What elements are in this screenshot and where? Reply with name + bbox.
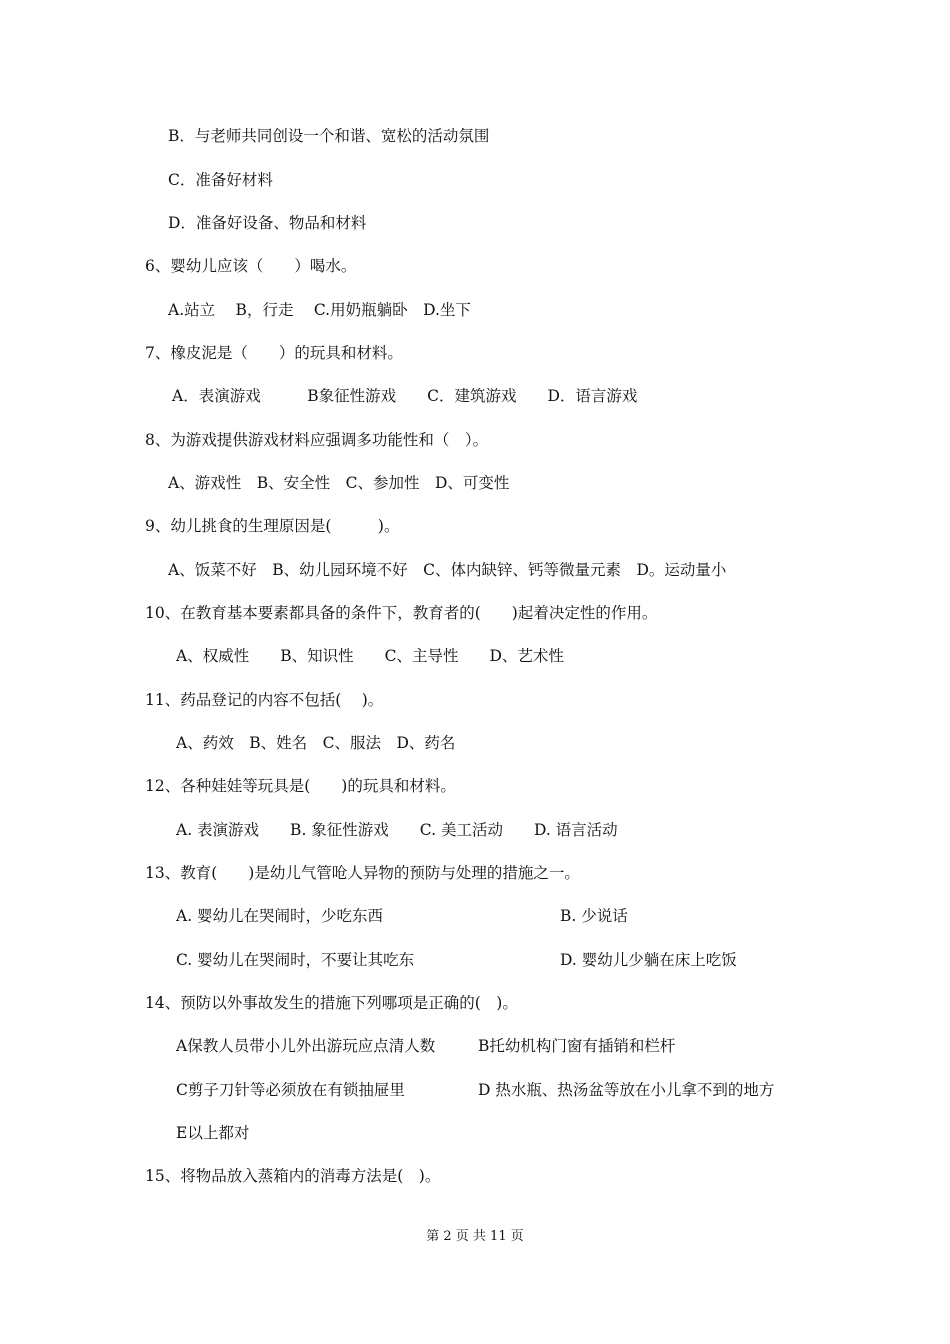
question-14: 14、预防以外事故发生的措施下列哪项是正确的( )。 <box>145 994 518 1012</box>
question-9: 9、幼儿挑食的生理原因是( )。 <box>145 517 400 535</box>
options-8: A、游戏性 B、安全性 C、参加性 D、可变性 <box>168 474 510 492</box>
option-13a: A. 婴幼儿在哭闹时，少吃东西 <box>176 907 384 925</box>
option-13d: D. 婴幼儿少躺在床上吃饭 <box>560 951 737 969</box>
question-7: 7、橡皮泥是（ ）的玩具和材料。 <box>145 344 403 362</box>
page-footer: 第 2 页 共 11 页 <box>426 1229 524 1244</box>
question-13: 13、教育( )是幼儿气管呛人异物的预防与处理的措施之一。 <box>145 864 580 882</box>
option-14c: C剪子刀针等必须放在有锁抽屉里 <box>176 1081 405 1099</box>
question-11: 11、药品登记的内容不包括( )。 <box>145 691 384 709</box>
question-15: 15、将物品放入蒸箱内的消毒方法是( )。 <box>145 1167 441 1185</box>
options-6: A.站立 B，行走 C.用奶瓶躺卧 D.坐下 <box>168 301 471 319</box>
options-12: A. 表演游戏 B. 象征性游戏 C. 美工活动 D. 语言活动 <box>176 821 618 839</box>
option-13c: C. 婴幼儿在哭闹时，不要让其吃东 <box>176 951 415 969</box>
options-9: A、饭菜不好 B、幼儿园环境不好 C、体内缺锌、钙等微量元素 D。运动量小 <box>168 561 727 579</box>
option-13b: B. 少说话 <box>560 907 628 925</box>
option-14a: A保教人员带小儿外出游玩应点清人数 <box>176 1037 436 1055</box>
option-5d: D．准备好设备、物品和材料 <box>168 214 367 232</box>
question-6: 6、婴幼儿应该（ ）喝水。 <box>145 257 357 275</box>
option-5b: B．与老师共同创设一个和谐、宽松的活动氛围 <box>168 127 490 145</box>
question-12: 12、各种娃娃等玩具是( )的玩具和材料。 <box>145 777 456 795</box>
option-14e: E以上都对 <box>176 1124 250 1142</box>
question-10: 10、在教育基本要素都具备的条件下，教育者的( )起着决定性的作用。 <box>145 604 658 622</box>
option-14d: D 热水瓶、热汤盆等放在小儿拿不到的地方 <box>478 1081 775 1099</box>
options-10: A、权威性 B、知识性 C、主导性 D、艺术性 <box>176 647 564 665</box>
option-14b: B托幼机构门窗有插销和栏杆 <box>478 1037 676 1055</box>
options-11: A、药效 B、姓名 C、服法 D、药名 <box>176 734 456 752</box>
option-5c: C．准备好材料 <box>168 171 273 189</box>
options-7: A．表演游戏 B象征性游戏 C．建筑游戏 D．语言游戏 <box>172 387 638 405</box>
question-8: 8、为游戏提供游戏材料应强调多功能性和（ ）。 <box>145 431 489 449</box>
